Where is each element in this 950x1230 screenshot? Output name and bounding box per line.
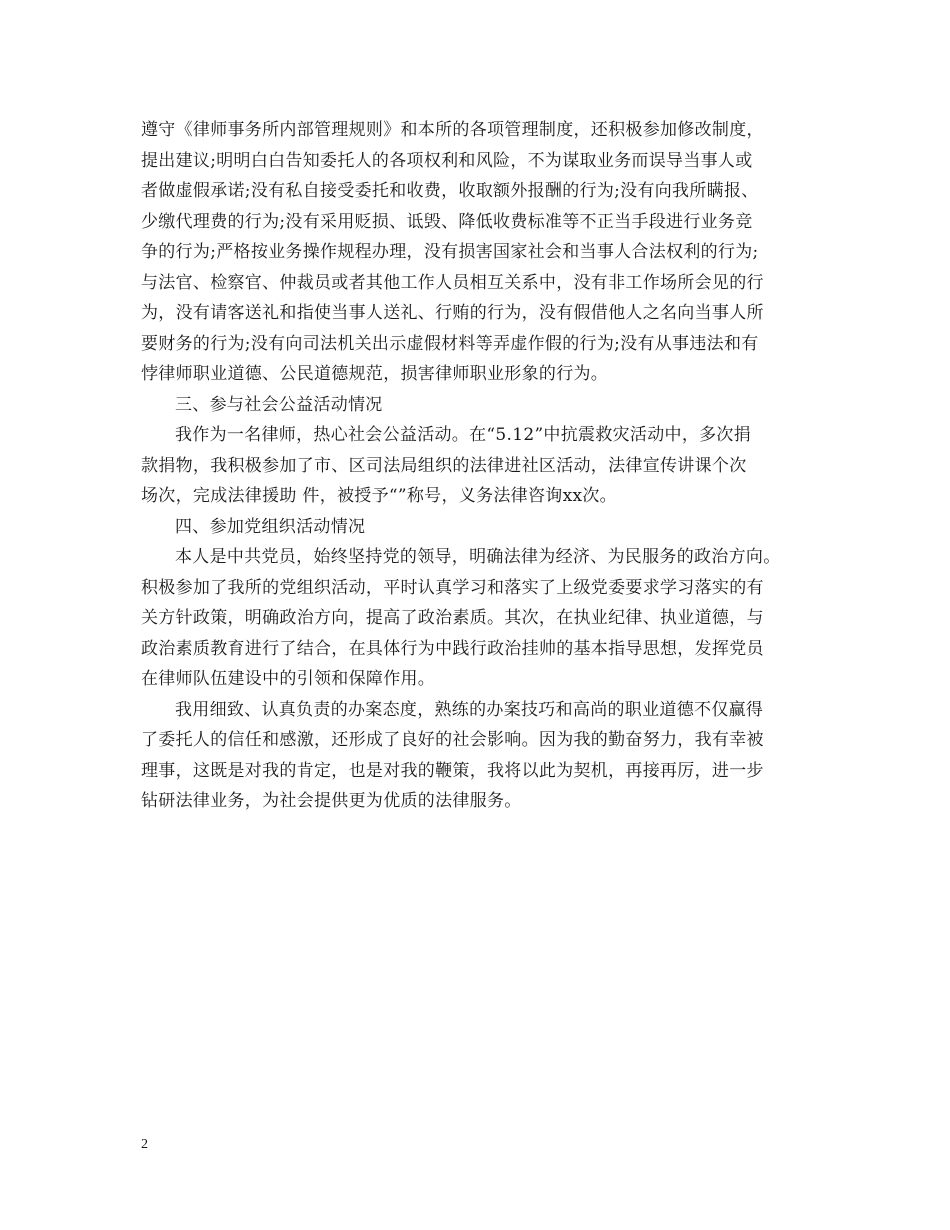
- text-line: 少缴代理费的行为;没有采用贬损、诋毁、降低收费标准等不正当手段进行业务竞: [141, 211, 753, 232]
- text-line: 与法官、检察官、仲裁员或者其他工作人员相互关系中，没有非工作场所会见的行: [141, 272, 764, 293]
- text-line: 关方针政策，明确政治方向，提高了政治素质。其次，在执业纪律、执业道德，与: [141, 608, 764, 628]
- text-line: 在律师队伍建设中的引领和保障作用。: [141, 669, 436, 689]
- text-line: 三、参与社会公益活动情况: [175, 394, 383, 415]
- text-line: 场次，完成法律援助 件，被授予“”称号，义务法律咨询xx次。: [141, 486, 617, 506]
- text-line: 了委托人的信任和感激，还形成了良好的社会影响。因为我的勤奋努力，我有幸被: [141, 730, 764, 750]
- text-line: 要财务的行为;没有向司法机关出示虚假材料等弄虚作假的行为;没有从事违法和有: [141, 333, 759, 354]
- text-line: 我作为一名律师，热心社会公益活动。在“5.12”中抗震救灾活动中，多次捐: [175, 425, 752, 445]
- text-line: 政治素质教育进行了结合，在具体行为中践行政治挂帅的基本指导思想，发挥党员: [141, 638, 764, 659]
- text-line: 提出建议;明明白白告知委托人的各项权利和风险，不为谋取业务而误导当事人或: [141, 150, 753, 171]
- text-line: 悖律师职业道德、公民道德规范，损害律师职业形象的行为。: [141, 364, 609, 384]
- text-line: 遵守《律师事务所内部管理规则》和本所的各项管理制度，还积极参加修改制度，: [141, 120, 764, 140]
- text-line: 为，没有请客送礼和指使当事人送礼、行贿的行为，没有假借他人之名向当事人所: [141, 303, 764, 323]
- document-body: [141, 115, 821, 817]
- text-line: 积极参加了我所的党组织活动，平时认真学习和落实了上级党委要求学习落实的有: [141, 577, 764, 598]
- page-number: 2: [141, 1137, 148, 1152]
- text-line: 理事，这既是对我的肯定，也是对我的鞭策，我将以此为契机，再接再厉，进一步: [141, 760, 764, 781]
- text-line: 款捐物，我积极参加了市、区司法局组织的法律进社区活动，法律宣传讲课个次: [141, 455, 747, 476]
- text-line: 我用细致、认真负责的办案态度，熟练的办案技巧和高尚的职业道德不仅赢得: [175, 699, 764, 720]
- text-line: 争的行为;严格按业务操作规程办理，没有损害国家社会和当事人合法权利的行为;: [141, 242, 759, 262]
- text-line: 本人是中共党员，始终坚持党的领导，明确法律为经济、为民服务的政治方向。: [175, 547, 781, 567]
- text-line: 者做虚假承诺;没有私自接受委托和收费，收取额外报酬的行为;没有向我所瞒报、: [141, 181, 759, 201]
- text-line: 四、参加党组织活动情况: [175, 516, 366, 537]
- text-line: 钻研法律业务，为社会提供更为优质的法律服务。: [141, 791, 522, 811]
